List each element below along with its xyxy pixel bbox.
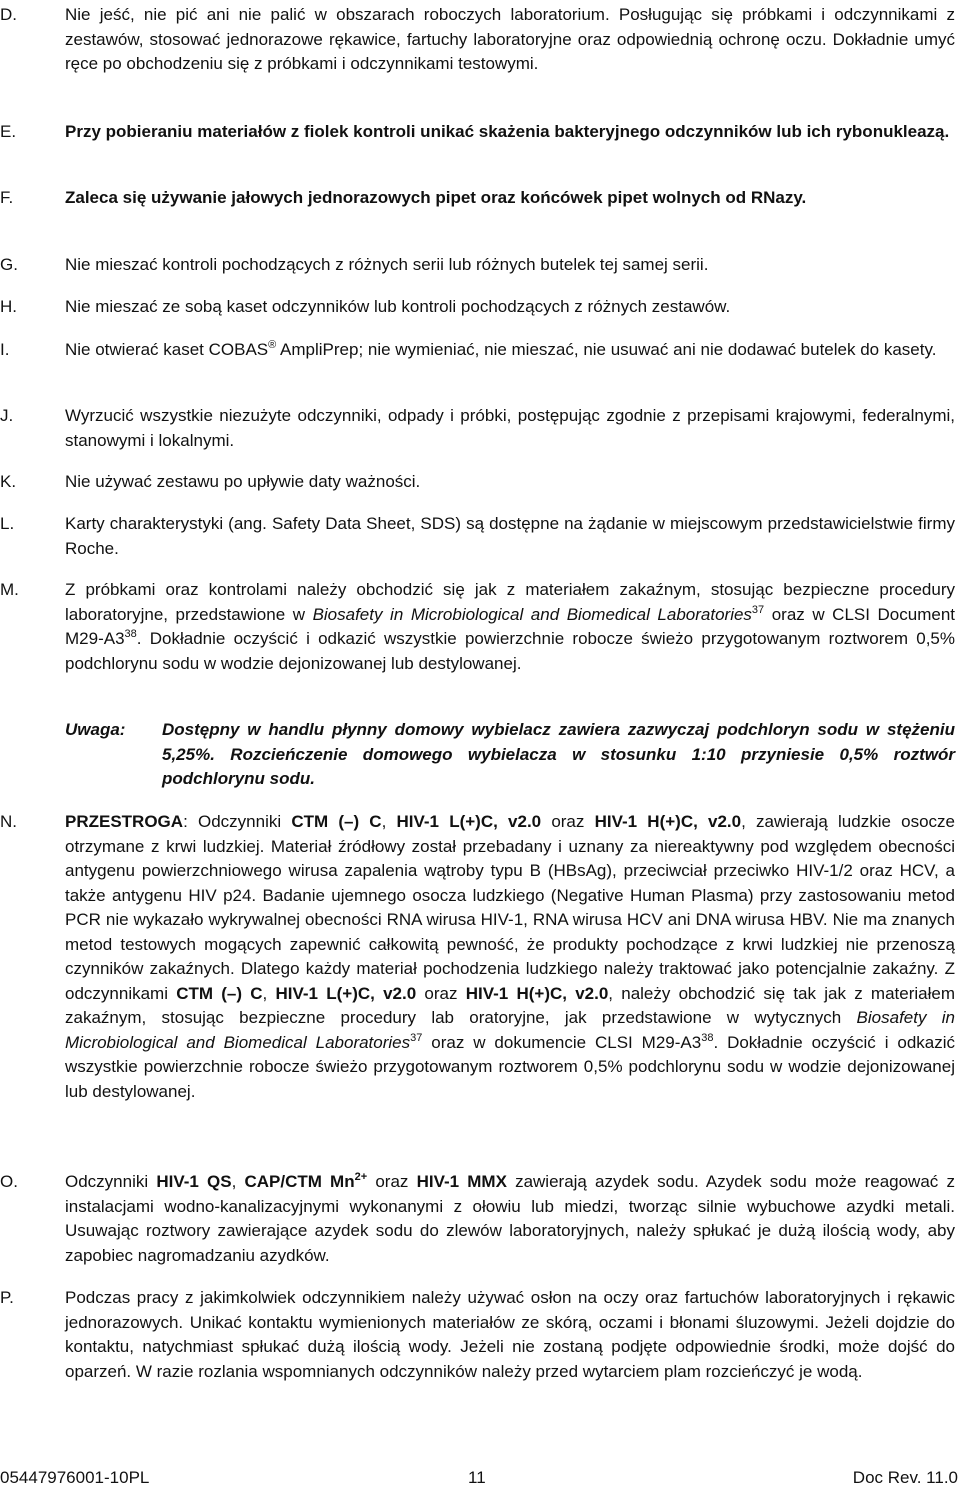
item-text: Nie mieszać ze sobą kaset odczynników lub kontroli pochodzących z różnych zestawów. — [65, 297, 731, 316]
item-letter: K. — [0, 472, 17, 491]
item-letter: O. — [0, 1172, 18, 1191]
item-text: Nie jeść, nie pić ani nie palić w obszarach roboczych laboratorium. Posługując się próbkami i odczynnikami z zestawów, stosować jednorazowe rękawice, fartuchy laboratoryjne oraz odpowiednią ochronę oczu. Dokładnie umyć ręce po obchodzeniu się z próbkami i odczynnikami testowymi. — [65, 5, 955, 73]
footer-page-number: 11 — [468, 1468, 486, 1487]
item-letter: H. — [0, 297, 17, 316]
item-letter: P. — [0, 1288, 14, 1307]
item-letter: D. — [0, 5, 17, 24]
registered-mark: ® — [268, 339, 277, 351]
item-letter: J. — [0, 406, 14, 425]
footer-revision: Doc Rev. 11.0 — [852, 1468, 958, 1487]
item-text: Nie mieszać kontroli pochodzących z różnych serii lub różnych butelek tej samej serii. — [65, 255, 709, 274]
footer-doc-number: 05447976001-10PL — [0, 1468, 150, 1487]
item-text: Nie otwierać kaset COBAS® AmpliPrep; nie wymieniać, nie mieszać, nie usuwać ani nie dodawać butelek do kasety. — [65, 339, 937, 359]
caution-label: PRZESTROGA — [65, 812, 184, 831]
note-text: Dostępny w handlu płynny domowy wybielacz zawiera zazwyczaj podchloryn sodu w stężeniu 5,25%. Rozcieńczenie domowego wybielacza w stosunku 1:10 przyniesie 0,5% roztwór podchlorynu sodu. — [162, 720, 955, 788]
item-text: Podczas pracy z jakimkolwiek odczynnikiem należy używać osłon na oczy oraz fartuchów laboratoryjnych i rękawic jednorazowych. Unikać kontaktu wymienionych materiałów ze skórą, oczami i błonami śluzowymi. Jeżeli dojdzie do kontaktu, natychmiast spłukać dużą ilością wody. Jeżeli nie zostaną podjęte odpowiednie środki, może dojść do oparzeń. W razie rozlania wspomnianych odczynników należy przed wytarciem plam rozcieńczyć je wodą. — [65, 1288, 955, 1381]
item-letter: E. — [0, 122, 17, 141]
item-text: PRZESTROGA: Odczynniki CTM (–) C, HIV-1 L(+)C, v2.0 oraz HIV-1 H(+)C, v2.0, zawierają ludzkie osocze otrzymane z krwi ludzkiej. Materiał źródłowy został przebadany i uznany za niereaktywny pod względem obecności antygenu powierzchniowego wirusa zapalenia wątroby typu B (HBsAg), przeciwciał przeciwko HIV-1/2 oraz HCV, a także antygenu HIV p24. Badanie ujemnego osocza ludzkiego (Negative Human Plasma) przy zastosowaniu metod PCR nie wykazało wykrywalnej obecności RNA wirusa HIV-1, RNA wirusa HCV ani DNA wirusa HBV. Nie ma znanych metod testowych mogących zapewnić całkowitą pewność, że produkty pochodzące z krwi ludzkiej nie przenoszą czynników zakaźnych. Dlatego każdy materiał pochodzenia ludzkiego należy traktować jako potencjalnie zakaźny. Z odczynnikami CTM (–) C, HIV-1 L(+)C, v2.0 oraz HIV-1 H(+)C, v2.0, należy obchodzić się tak jak z materiałem zakaźnym, stosując bezpieczne procedury lab oratoryjne, jak przedstawione w wytycznych Biosafety in Microbiological and Biomedical Laboratories$^{37}$ oraz w dokumencie CLSI $M29-A3^{38}$. Dokładnie oczyścić i odkazić wszystkie powierzchnie robocze świeżo przygotowanym roztworem 0,5% podchlorynu sodu w wodzie dejonizowanej lub destylowanej. — [65, 812, 956, 1101]
item-letter: N. — [0, 812, 17, 831]
item-letter: M. — [0, 580, 19, 599]
item-letter: F. — [0, 188, 14, 207]
item-letter: G. — [0, 255, 18, 274]
item-text: Zaleca się używanie jałowych jednorazowych pipet oraz końcówek pipet wolnych od RNazy. — [65, 188, 807, 207]
item-letter: L. — [0, 514, 15, 533]
item-letter: I. — [0, 340, 10, 359]
item-text: Z próbkami oraz kontrolami należy obchodzić się jak z materiałem zakaźnym, stosując bezpieczne procedury laboratoryjne, przedstawione w Biosafety in Microbiological and Biomedical Laboratories$^{37}$ oraz w CLSI Document $M29-A3^{38}$. Dokładnie oczyścić i odkazić wszystkie powierzchnie robocze świeżo przygotowanym roztworem 0,5% podchlorynu sodu w wodzie dejonizowanej lub destylowanej. — [65, 580, 955, 673]
item-text: Nie używać zestawu po upływie daty ważności. — [65, 472, 421, 491]
item-text: Odczynniki HIV-1 QS, CAP/CTM $Mn^{2+}$ oraz HIV-1 MMX zawierają azydek sodu. Azydek sodu może reagować z instalacjami wodno-kanalizacyjnymi wykonanymi z ołowiu lub miedzi, tworząc silnie wybuchowe azydki metali. Usuwając roztwory zawierające azydek sodu do zlewów laboratoryjnych, należy spłukać je dużą ilością wody, aby zapobiec nagromadzaniu azydków. — [65, 1171, 955, 1265]
item-text: Przy pobieraniu materiałów z fiolek kontroli unikać skażenia bakteryjnego odczynników lub ich rybonukleazą. — [65, 122, 950, 141]
item-text: Wyrzucić wszystkie niezużyte odczynniki, odpady i próbki, postępując zgodnie z przepisami krajowymi, federalnymi, stanowymi i lokalnymi. — [65, 406, 955, 450]
note-label: Uwaga: — [65, 720, 126, 739]
item-text: Karty charakterystyki (ang. Safety Data Sheet, SDS) są dostępne na żądanie w miejscowym przedstawicielstwie firmy Roche. — [65, 514, 955, 558]
